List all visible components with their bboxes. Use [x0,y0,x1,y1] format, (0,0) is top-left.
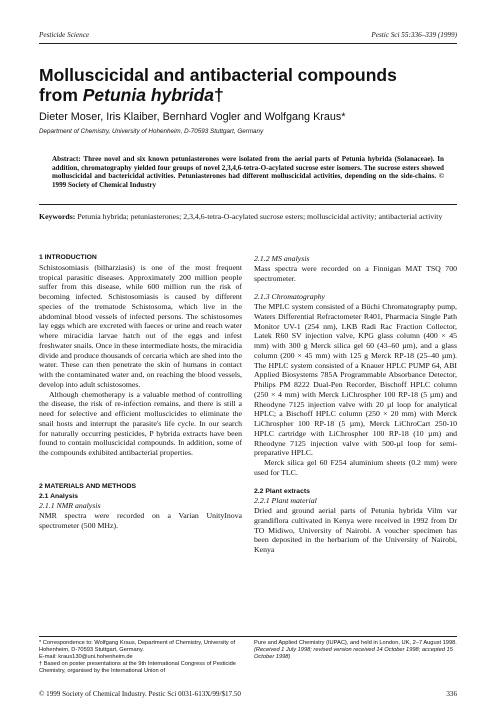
ms-text: Mass spectra were recorded on a Finnigan MAT TSQ 700 spectrometer. [254,263,457,283]
iupac-note: Pure and Applied Chemistry (IUPAC), and held in London, UK, 2–7 August 1998. [254,640,457,646]
title-line-1: Molluscicidal and antibacterial compounds [39,65,397,85]
intro-paragraph-2: Although chemotherapy is a valuable method of controlling the disease, the risk of re-infection remains, and there is still a need for selective and efficient molluscicides to eliminate the snail hosts and interrupt the parasite's life cycle. In our search for naturally occurring pesticides, P hybrida extracts have been found to contain molluscicidal compounds. In addition, some of the compounds exhibited antibacterial properties. [39,389,242,457]
left-column [39,253,242,531]
chromatography-text-2: Merck silica gel 60 F254 aluminium sheets (0.2 mm) were used for TLC. [254,458,457,477]
intro-heading: 1 INTRODUCTION [39,254,97,261]
page-number: 336 [446,690,457,698]
chromatography-heading: 2.1.3 Chromatography [254,292,325,302]
plant-extracts-heading: 2.2 Plant extracts [254,487,310,495]
bottom-copyright: © 1999 Society of Chemical Industry. Pestic Sci 0031-613X/99/$17.50 [39,690,241,698]
ms-heading: 2.1.2 MS analysis [254,254,310,263]
received-note: (Received 1 July 1998; revised version received 14 October 1998; accepted 15 October 1998) [254,647,453,660]
keywords-label: Keywords: [39,212,76,221]
abstract [52,155,444,189]
analysis-heading: 2.1 Analysis [39,492,79,500]
keywords-text: Petunia hybrida; petuniasterones; 2,3,4,6-tetra-O-acylated sucrose esters; molluscicidal activity; antibacterial activity [77,212,443,221]
presentation-note: † Based on poster presentations at the 9th International Congress of Pesticide Chemistry, organised by the International Union of [39,661,236,674]
footnote-rule [39,636,457,637]
correspondence-note: * Correspondence to: Wolfgang Kraus, Department of Chemistry, University of Hohenheim, D-70593 Stuttgart, Germany. [39,640,236,653]
intro-paragraph-1: Schistosomiasis (bilharziasis) is one of the most frequent tropical parasitic diseases. Approximately 200 million people suffer from this disease, while 600 million run the risk of becoming infected. Schistosomiasis is caused by different species of the trematode Schistosoma, which live in the abdominal blood vessels of infected persons. The schistosomes lay eggs which are excreted with faeces or urine and reach water where miracidia larvae hatch out of the eggs and infest freshwater snails. Once in these intermediate hosts, the miracidia divide and produce thousands of cercaria which are shed into the water. These can then penetrate the skin of humans in contact with the contaminated water and, on reaching the blood vessels, develop into adult schistosomes. [39,262,242,389]
nmr-heading: 2.1.1 NMR analysis [39,501,101,511]
plant-material-text: Dried and ground aerial parts of Petunia hybrida Vilm var grandiflora cultivated in Kenya were received in 1992 from Dr TO Midiwo, University of Nairobi. A voucher specimen has been deposited in the herbarium of the University of Nairobi, Kenya [254,506,457,554]
abstract-label: Abstract: [52,155,81,163]
title-line-2: from Petunia hybrida† [39,84,224,105]
article-title [39,66,459,105]
footnotes-left [39,640,244,675]
footnotes-right [254,640,457,661]
author-list: Dieter Moser, Iris Klaiber, Bernhard Vogler and Wolfgang Kraus* [39,111,346,123]
header-rule [39,43,457,44]
running-citation: Pestic Sci 55:336–339 (1999) [371,31,457,39]
abstract-rule [39,204,457,205]
affiliation: Department of Chemistry, University of Hohenheim, D-70593 Stuttgart, Germany [39,128,264,135]
title-species: Petunia hybrida [82,84,215,105]
email-note: E-mail: kraus130@uni.hohenheim.de [39,654,133,660]
abstract-text: Three novel and six known petuniasterones were isolated from the aerial parts of Petunia hybrida (Solanaceae). In addition, chromatography yielded four groups of novel 2,3,4,6-tetra-O-acylated sucrose ester isomers. The sucrose esters showed molluscicidal and bactericidal activities. Petuniasterones had different molluscicidal activities, depending on the side-chains. [52,155,444,181]
plant-material-heading: 2.2.1 Plant material [254,496,317,506]
running-journal-name: Pesticide Science [39,31,90,39]
right-column [254,254,457,555]
chromatography-text: The MPLC system consisted of a Büchi Chromatography pump, Waters Differential Refractometer R401, Pharmacia Single Path Monitor UV-1 (254 nm), LKB Radi Rac Fraction Collector, Latek R60 SV injection valve, KPG glass column (400 × 45 mm) with 300 g Merck silica gel 60 (43–60 µm), and a glass column (200 × 45 mm) with 125 g Merck RP-18 (25–40 µm). The HPLC system consisted of a Knauer HPLC PUMP 64, ABI Applied Biosystems 785A Programmable Absorbance Detector, Philips PM 8222 Dual-Pen Recorder, Bischoff HPLC column (250 × 4 mm) with Merck LiChrospher 100 RP-18 (5 µm) and Rheodyne 7125 injection valve with 20 µl loop for analytical HPLC; a Bischoff HPLC column (250 × 20 mm) with Merck LiChrospher 100 RP-18 (5 µm), Merck LiChroCart 250-10 HPLC cartridge with LiChrospher 100 RP-18 (10 µm) and Rheodyne 7125 injection valve with 500-µl loop for semi-preparative HPLC. [254,302,457,458]
nmr-text: NMR spectra were recorded on a Varian UnityInova spectrometer (500 MHz). [39,511,242,530]
methods-heading: 2 MATERIALS AND METHODS [39,482,137,490]
keywords [39,212,457,222]
abstract-copyright: © 1999 Society of Chemical Industry [52,172,444,189]
